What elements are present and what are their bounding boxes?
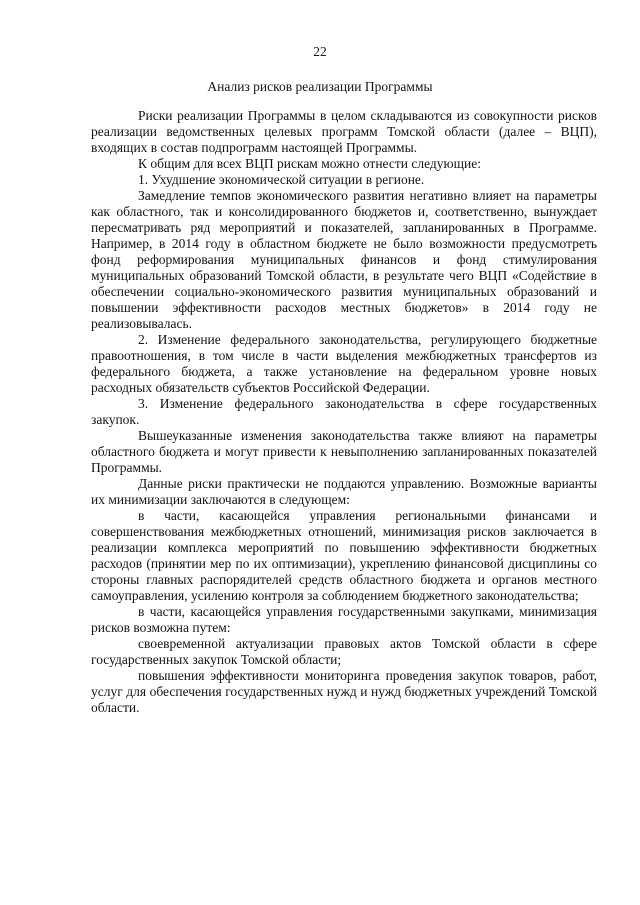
paragraph: повышения эффективности мониторинга проведения закупок товаров, работ, услуг для обеспечения государственных нужд и нужд бюджетных учреждений Томской области. bbox=[91, 668, 597, 715]
paragraph: Риски реализации Программы в целом складываются из совокупности рисков реализации ведомственных целевых программ Томской области (далее – ВЦП), входящих в состав подпрограмм настоящей Программы. bbox=[91, 108, 597, 155]
paragraph: Данные риски практически не поддаются управлению. Возможные варианты их минимизации заключаются в следующем: bbox=[91, 476, 597, 507]
page-number: 22 bbox=[313, 44, 327, 59]
paragraph: своевременной актуализации правовых актов Томской области в сфере государственных закупок Томской области; bbox=[91, 636, 597, 667]
paragraph: в части, касающейся управления региональными финансами и совершенствования межбюджетных отношений, минимизация рисков заключается в реализации комплекса мероприятий по повышению эффективности бюджетных расходов (принятии мер по их оптимизации), укреплению финансовой дисциплины со стороны главных распорядителей средств областного бюджета и органов местного самоуправления, усилению контроля за соблюдением бюджетного законодательства; bbox=[91, 508, 597, 603]
paragraph: 2. Изменение федерального законодательства, регулирующего бюджетные правоотношения, в том числе в части выделения межбюджетных трансфертов из федерального бюджета, а также установление на федеральном уровне новых расходных обязательств субъектов Российской Федерации. bbox=[91, 332, 597, 395]
document-body bbox=[91, 108, 597, 716]
paragraph: Вышеуказанные изменения законодательства также влияют на параметры областного бюджета и могут привести к невыполнению запланированных показателей Программы. bbox=[91, 428, 597, 475]
paragraph: Замедление темпов экономического развития негативно влияет на параметры как областного, так и консолидированного бюджетов и, соответственно, вынуждает пересматривать ряд мероприятий и показателей, запланированных в Программе. Например, в 2014 году в областном бюджете не было возможности предусмотреть фонд реформирования муниципальных финансов и фонд стимулирования муниципальных образований Томской области, в результате чего ВЦП «Содействие в обеспечении социально-экономического развития муниципальных образований и повышении эффективности расходов местных бюджетов» в 2014 году не реализовывалась. bbox=[91, 188, 597, 331]
paragraph: 3. Изменение федерального законодательства в сфере государственных закупок. bbox=[91, 396, 597, 427]
section-title: Анализ рисков реализации Программы bbox=[207, 79, 433, 94]
paragraph: К общим для всех ВЦП рискам можно отнести следующие: bbox=[138, 156, 481, 171]
paragraph: 1. Ухудшение экономической ситуации в регионе. bbox=[138, 172, 425, 187]
paragraph: в части, касающейся управления государственными закупками, минимизация рисков возможна путем: bbox=[91, 604, 597, 635]
